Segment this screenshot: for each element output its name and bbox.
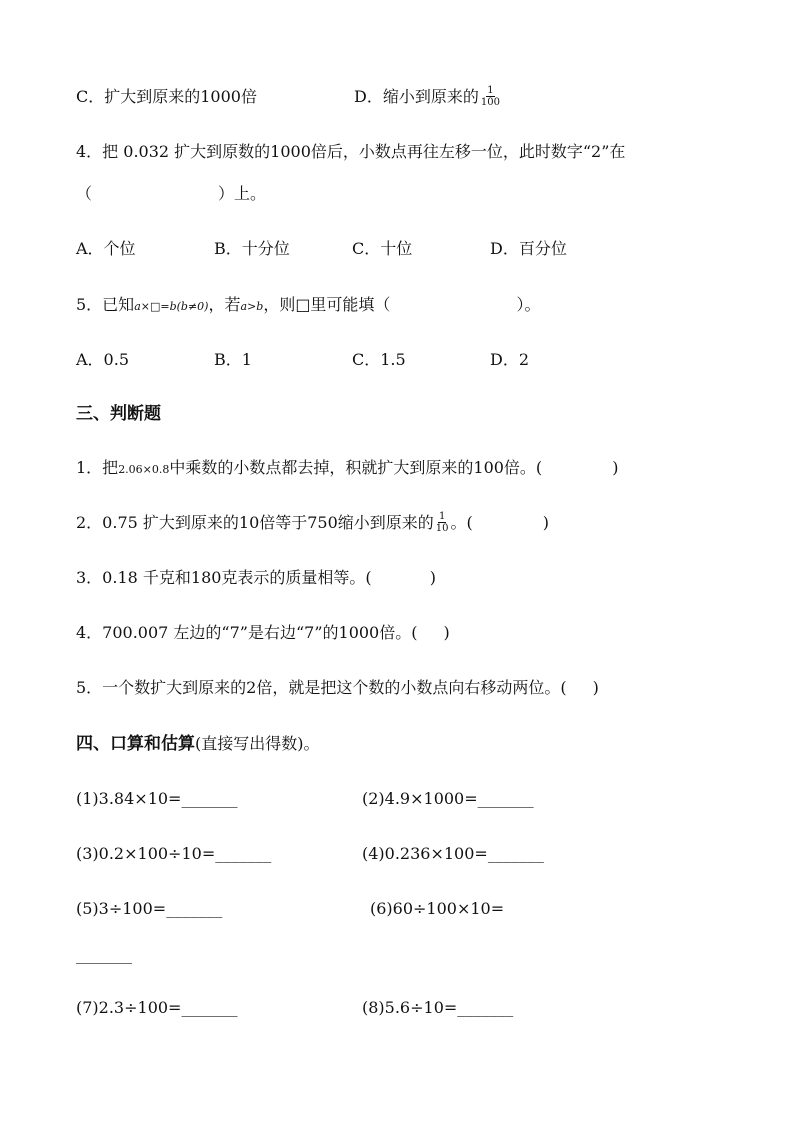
item-formula: 2.06×0.8 (118, 463, 170, 476)
q5-option-b: B．1 (214, 350, 252, 369)
item-close: ) (592, 678, 599, 697)
judgement-item-2 (76, 512, 549, 535)
q3-option-d (354, 86, 502, 109)
q5-question (76, 294, 540, 318)
q5-formula: a×□=b(b≠0) (134, 300, 209, 313)
q4-answer-blank (76, 183, 266, 205)
fraction (480, 85, 501, 108)
calc-item-6: (6)60÷100×10= (370, 899, 505, 918)
q4-option-a: A．个位 (76, 239, 136, 258)
q5-close: ）。 (516, 295, 541, 314)
calc-item-5: (5)3÷100=_______ (76, 899, 223, 918)
judgement-item-3 (76, 567, 436, 589)
judgement-item-4 (76, 622, 450, 644)
q4-question: 4．把 0.032 扩大到原数的1000倍后，小数点再往左移一位，此时数字“2”在 (76, 142, 626, 161)
calc-item-3: (3)0.2×100÷10=_______ (76, 844, 272, 863)
item-text: 4．700.007 左边的“7”是右边“7”的1000倍。( (76, 623, 418, 642)
q5-option-d: D．2 (490, 350, 530, 369)
item-text: 。( (450, 513, 473, 532)
item-text: 2．0.75 扩大到原来的10倍等于750缩小到原来的 (76, 513, 434, 532)
calc-item-7: (7)2.3÷100=_______ (76, 998, 238, 1017)
calc-item-1: (1)3.84×10=_______ (76, 789, 238, 808)
q5-mid: ，若 (208, 295, 241, 314)
calc-item-4: (4)0.236×100=_______ (362, 844, 544, 863)
section-subtitle: (直接写出得数)。 (195, 734, 320, 753)
paren-close: ）上。 (218, 184, 267, 203)
item-text: 中乘数的小数点都去掉，积就扩大到原来的100倍。( (169, 458, 543, 477)
item-close: ) (443, 623, 450, 642)
item-text: 5．一个数扩大到原来的2倍，就是把这个数的小数点向右移动两位。( (76, 678, 567, 697)
section-title: 四、口算和估算 (76, 734, 195, 754)
section-title-judgement: 三、判断题 (76, 404, 161, 424)
fraction-denominator: 10 (435, 523, 449, 534)
fraction (435, 511, 450, 534)
section-title-mental-math (76, 733, 320, 755)
item-close: ) (542, 513, 550, 532)
q5-prefix: 5．已知 (76, 295, 135, 314)
calc-item-6-blank: _______ (76, 945, 132, 964)
q5-suffix: ，则□里可能填（ (263, 295, 391, 314)
judgement-item-5 (76, 677, 599, 699)
judgement-item-1 (76, 457, 618, 481)
item-close: ) (429, 568, 436, 587)
q5-condition: a>b (240, 300, 264, 313)
q5-option-a: A．0.5 (76, 350, 130, 369)
fraction-denominator: 100 (480, 97, 500, 108)
q3-option-c: C．扩大到原来的1000倍 (76, 87, 257, 106)
q4-option-c: C．十位 (352, 239, 413, 258)
fraction-numerator: 1 (487, 85, 494, 96)
q4-option-d: D．百分位 (490, 239, 567, 258)
item-text: 1．把 (76, 458, 119, 477)
fraction-numerator: 1 (438, 511, 446, 522)
calc-item-8: (8)5.6÷10=_______ (362, 998, 514, 1017)
paren-open: （ (76, 184, 93, 203)
item-close: ) (612, 458, 619, 477)
q3-option-d-text: D．缩小到原来的 (354, 87, 479, 106)
calc-item-2: (2)4.9×1000=_______ (362, 789, 534, 808)
q5-option-c: C．1.5 (352, 350, 406, 369)
item-text: 3．0.18 千克和180克表示的质量相等。( (76, 568, 372, 587)
q4-option-b: B．十分位 (214, 239, 290, 258)
